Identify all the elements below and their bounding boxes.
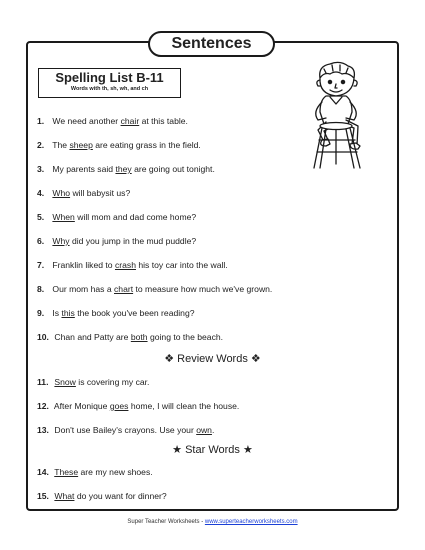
sentence-number: 4. [37, 188, 45, 198]
sentence-number: 3. [37, 164, 45, 174]
sentence-text: to measure how much we've grown. [133, 284, 273, 294]
sentence-number: 7. [37, 260, 45, 270]
sentence-4 [37, 188, 130, 199]
sentence-text: will mom and dad come home? [74, 212, 197, 222]
spelling-word: Who [52, 188, 71, 198]
sentence-text: Chan and Patty are [54, 332, 131, 342]
spelling-word: Why [52, 236, 70, 246]
spelling-list-subtitle: Words with th, sh, wh, and ch [70, 86, 149, 92]
spelling-word: goes [109, 401, 129, 411]
sentence-text: Our mom has a [52, 284, 114, 294]
sentence-text: did you jump in the mud puddle? [69, 236, 197, 246]
footer-link[interactable]: www.superteacherworksheets.com [204, 519, 298, 525]
sentence-13 [37, 425, 214, 436]
sentence-3 [37, 164, 215, 175]
sentence-text: Franklin liked to [52, 260, 115, 270]
sentence-number: 14. [37, 467, 49, 477]
sentence-number: 8. [37, 284, 45, 294]
sentence-text: are eating grass in the field. [92, 140, 201, 150]
spelling-word: chart [114, 284, 134, 294]
sentence-text: We need another [52, 116, 121, 126]
sentence-11 [37, 377, 149, 388]
sentence-number: 9. [37, 308, 45, 318]
sentence-text: the book you've been reading? [74, 308, 195, 318]
sentence-text: Is [52, 308, 62, 318]
footer [0, 518, 425, 526]
sentence-text: Don't use Bailey's crayons. Use your [54, 425, 197, 435]
sentence-9 [37, 308, 195, 319]
sentence-text: . [211, 425, 215, 435]
sentence-text: will babysit us? [70, 188, 131, 198]
spelling-word: this [61, 308, 75, 318]
sentence-text: are my new shoes. [78, 467, 153, 477]
sentence-number: 11. [37, 377, 49, 387]
sentence-text: My parents said [52, 164, 116, 174]
spelling-word: both [130, 332, 148, 342]
page-title-text: Sentences [171, 35, 252, 52]
sentence-number: 15. [37, 491, 49, 501]
sentence-number: 6. [37, 236, 45, 246]
sentence-15 [37, 491, 167, 502]
star-words-heading: ★ Star Words ★ [172, 444, 253, 456]
spelling-word: chair [120, 116, 140, 126]
review-words-heading: ❖ Review Words ❖ [164, 353, 261, 365]
footer-text: Super Teacher Worksheets - [127, 519, 205, 525]
sentence-2 [37, 140, 201, 151]
sentence-number: 5. [37, 212, 45, 222]
sentence-1 [37, 116, 188, 127]
sentence-7 [37, 260, 228, 271]
sentence-text: his toy car into the wall. [135, 260, 228, 270]
sentence-number: 2. [37, 140, 45, 150]
sentence-14 [37, 467, 153, 478]
sentence-number: 10. [37, 332, 49, 342]
sentence-number: 13. [37, 425, 49, 435]
page-title [148, 31, 275, 57]
spelling-word: they [115, 164, 132, 174]
sentence-text: home, I will clean the house. [128, 401, 240, 411]
sentence-6 [37, 236, 196, 247]
sentence-text: at this table. [139, 116, 188, 126]
sentence-10 [37, 332, 223, 343]
sentence-text: going to the beach. [147, 332, 224, 342]
sentence-12 [37, 401, 239, 412]
boy-on-stool-illustration [298, 60, 378, 170]
spelling-word: These [54, 467, 79, 477]
sentence-number: 1. [37, 116, 45, 126]
sentence-number: 12. [37, 401, 49, 411]
sentence-text: do you want for dinner? [74, 491, 167, 501]
sentence-text: are going out tonight. [131, 164, 215, 174]
sentence-text: After Monique [53, 401, 110, 411]
spelling-word: Snow [54, 377, 76, 387]
spelling-word: What [54, 491, 75, 501]
sentence-8 [37, 284, 272, 295]
spelling-list-box [38, 68, 181, 98]
sentence-text: is covering my car. [75, 377, 150, 387]
spelling-word: crash [114, 260, 136, 270]
spelling-list-title: Spelling List B-11 [55, 70, 164, 85]
spelling-word: sheep [69, 140, 93, 150]
spelling-word: When [52, 212, 75, 222]
spelling-word: own [196, 425, 212, 435]
sentence-5 [37, 212, 196, 223]
sentence-text: The [52, 140, 70, 150]
